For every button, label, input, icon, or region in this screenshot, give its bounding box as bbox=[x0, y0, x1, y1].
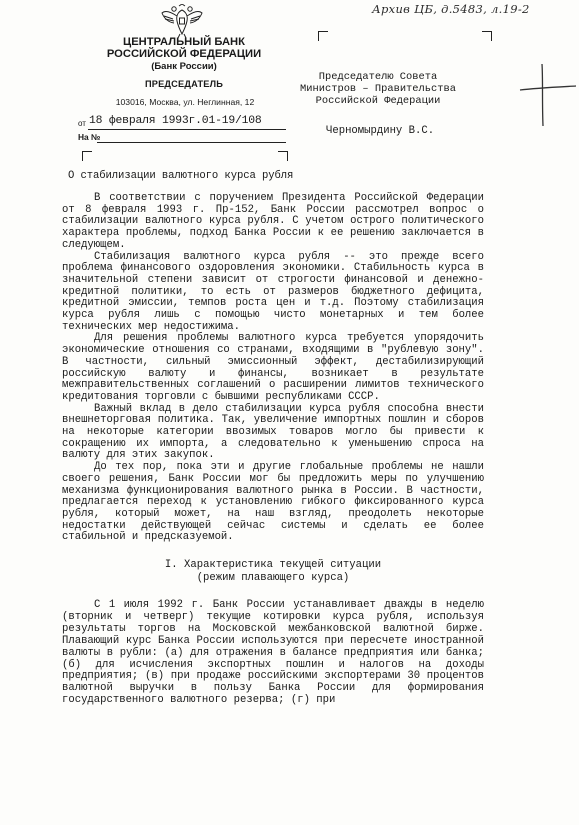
date-value: 18 февраля 1993г.01-19/108 bbox=[89, 115, 262, 127]
reference-number-prefix: На № bbox=[78, 132, 101, 142]
date-underline bbox=[88, 129, 286, 130]
recipient-bracket-left bbox=[318, 31, 328, 41]
date-prefix: от bbox=[78, 119, 86, 128]
date-row bbox=[78, 115, 288, 131]
section-body bbox=[62, 600, 484, 707]
section-title-line2: (режим плавающего курса) bbox=[196, 572, 350, 584]
eagle-emblem-icon bbox=[159, 4, 205, 40]
bank-name bbox=[104, 36, 264, 60]
reference-number-row bbox=[78, 132, 288, 146]
handwritten-mark bbox=[518, 60, 578, 130]
archive-note: Архив ЦБ, д.5483, л.19-2 bbox=[372, 2, 530, 16]
reference-number-underline bbox=[97, 142, 286, 143]
section-heading bbox=[62, 559, 484, 585]
letter-body bbox=[62, 193, 484, 544]
paragraph: С 1 июля 1992 г. Банк России устанавливает дважды в неделю (вторник и четверг) текущие котировки курса рубля, используя результаты торгов на Московской межбанковской валютной бирже. Плавающий курс Банка России используются при пересчете иностранной валюты в рубли: (а) для отражения в балансе предприятия или банка; (б) для исчисления экспортных пошлин и налогов на доходы предприятия; (в) при продаже российскими экспортерами 30 процентов валютной выручки в пользу Банка России для формирования государственного валютного резерва; (г) при bbox=[62, 599, 484, 707]
bank-name-line2: РОССИЙСКОЙ ФЕДЕРАЦИИ bbox=[106, 48, 262, 60]
paragraph: Стабилизация валютного курса рубля -- это прежде всего проблема финансового оздоровления экономики. Стабильность курса в значительной степени зависит от строгости финансовой и денежно-кредитной политики, то есть от размеров бюджетного дефицита, кредитной эмиссии, темпов роста цен и т.д. Поэтому стабилизация курса рубля лишь с помощью чисто монетарных и тем более технических мер недостижима. bbox=[62, 250, 484, 333]
recipient-block bbox=[290, 71, 466, 107]
recipient-line2: Министров – Правительства bbox=[300, 83, 456, 95]
letter-subject: О стабилизации валютного курса рубля bbox=[68, 170, 294, 182]
paragraph: До тех пор, пока эти и другие глобальные проблемы не нашли своего решения, Банк России мог бы предложить меры по улучшению механизма функционирования валютного рынка в России. В частности, предлагается переход к установлению гибкого фиксированного курса рубля, который может, на наш взгляд, преодолеть некоторые недостатки действующей сейчас системы и сделать ее более стабильной и предсказуемой. bbox=[62, 461, 484, 544]
recipient-line3: Российской Федерации bbox=[315, 95, 441, 107]
position-title: ПРЕДСЕДАТЕЛЬ bbox=[144, 79, 224, 89]
paragraph: Важный вклад в дело стабилизации курса рубля способна внести внешнеторговая политика. Так, увеличение импортных пошлин и сборов на некоторые категории ввозимых товаров могло бы привести к сокращению их импорта, а следовательно к уменьшению спроса на валюту для этих закупок. bbox=[62, 402, 484, 462]
section-title-line1: I. Характеристика текущей ситуации bbox=[164, 559, 382, 571]
bank-name-line1: ЦЕНТРАЛЬНЫЙ БАНК bbox=[123, 36, 245, 48]
recipient-name: Черномырдину В.С. bbox=[326, 125, 435, 137]
paragraph: В соответствии с поручением Президента Российской Федерации от 8 февраля 1993 г. Пр-152, Банк России рассмотрел вопрос о стабилизации валютного курса рубля. С учетом острого политического характера проблемы, подход Банка России к ее решению заключается в следующем. bbox=[62, 192, 484, 251]
paragraph: Для решения проблемы валютного курса требуется упорядочить экономические отношения со странами, входящими в "рублевую зону". В частности, сильный эмиссионный эффект, дестабилизирующий российскую валюту и финансы, возникает в результате межправительственных соглашений о расширении лимитов технического кредитования торговли с бывшими республиками СССР. bbox=[62, 332, 484, 403]
corner-bracket-left bbox=[82, 151, 92, 161]
bank-address: 103016, Москва, ул. Неглинная, 12 bbox=[115, 97, 255, 107]
recipient-bracket-right bbox=[482, 31, 492, 41]
corner-bracket-right bbox=[278, 151, 288, 161]
bank-short-name: (Банк России) bbox=[151, 61, 217, 72]
recipient-line1: Председателю Совета bbox=[318, 71, 438, 83]
